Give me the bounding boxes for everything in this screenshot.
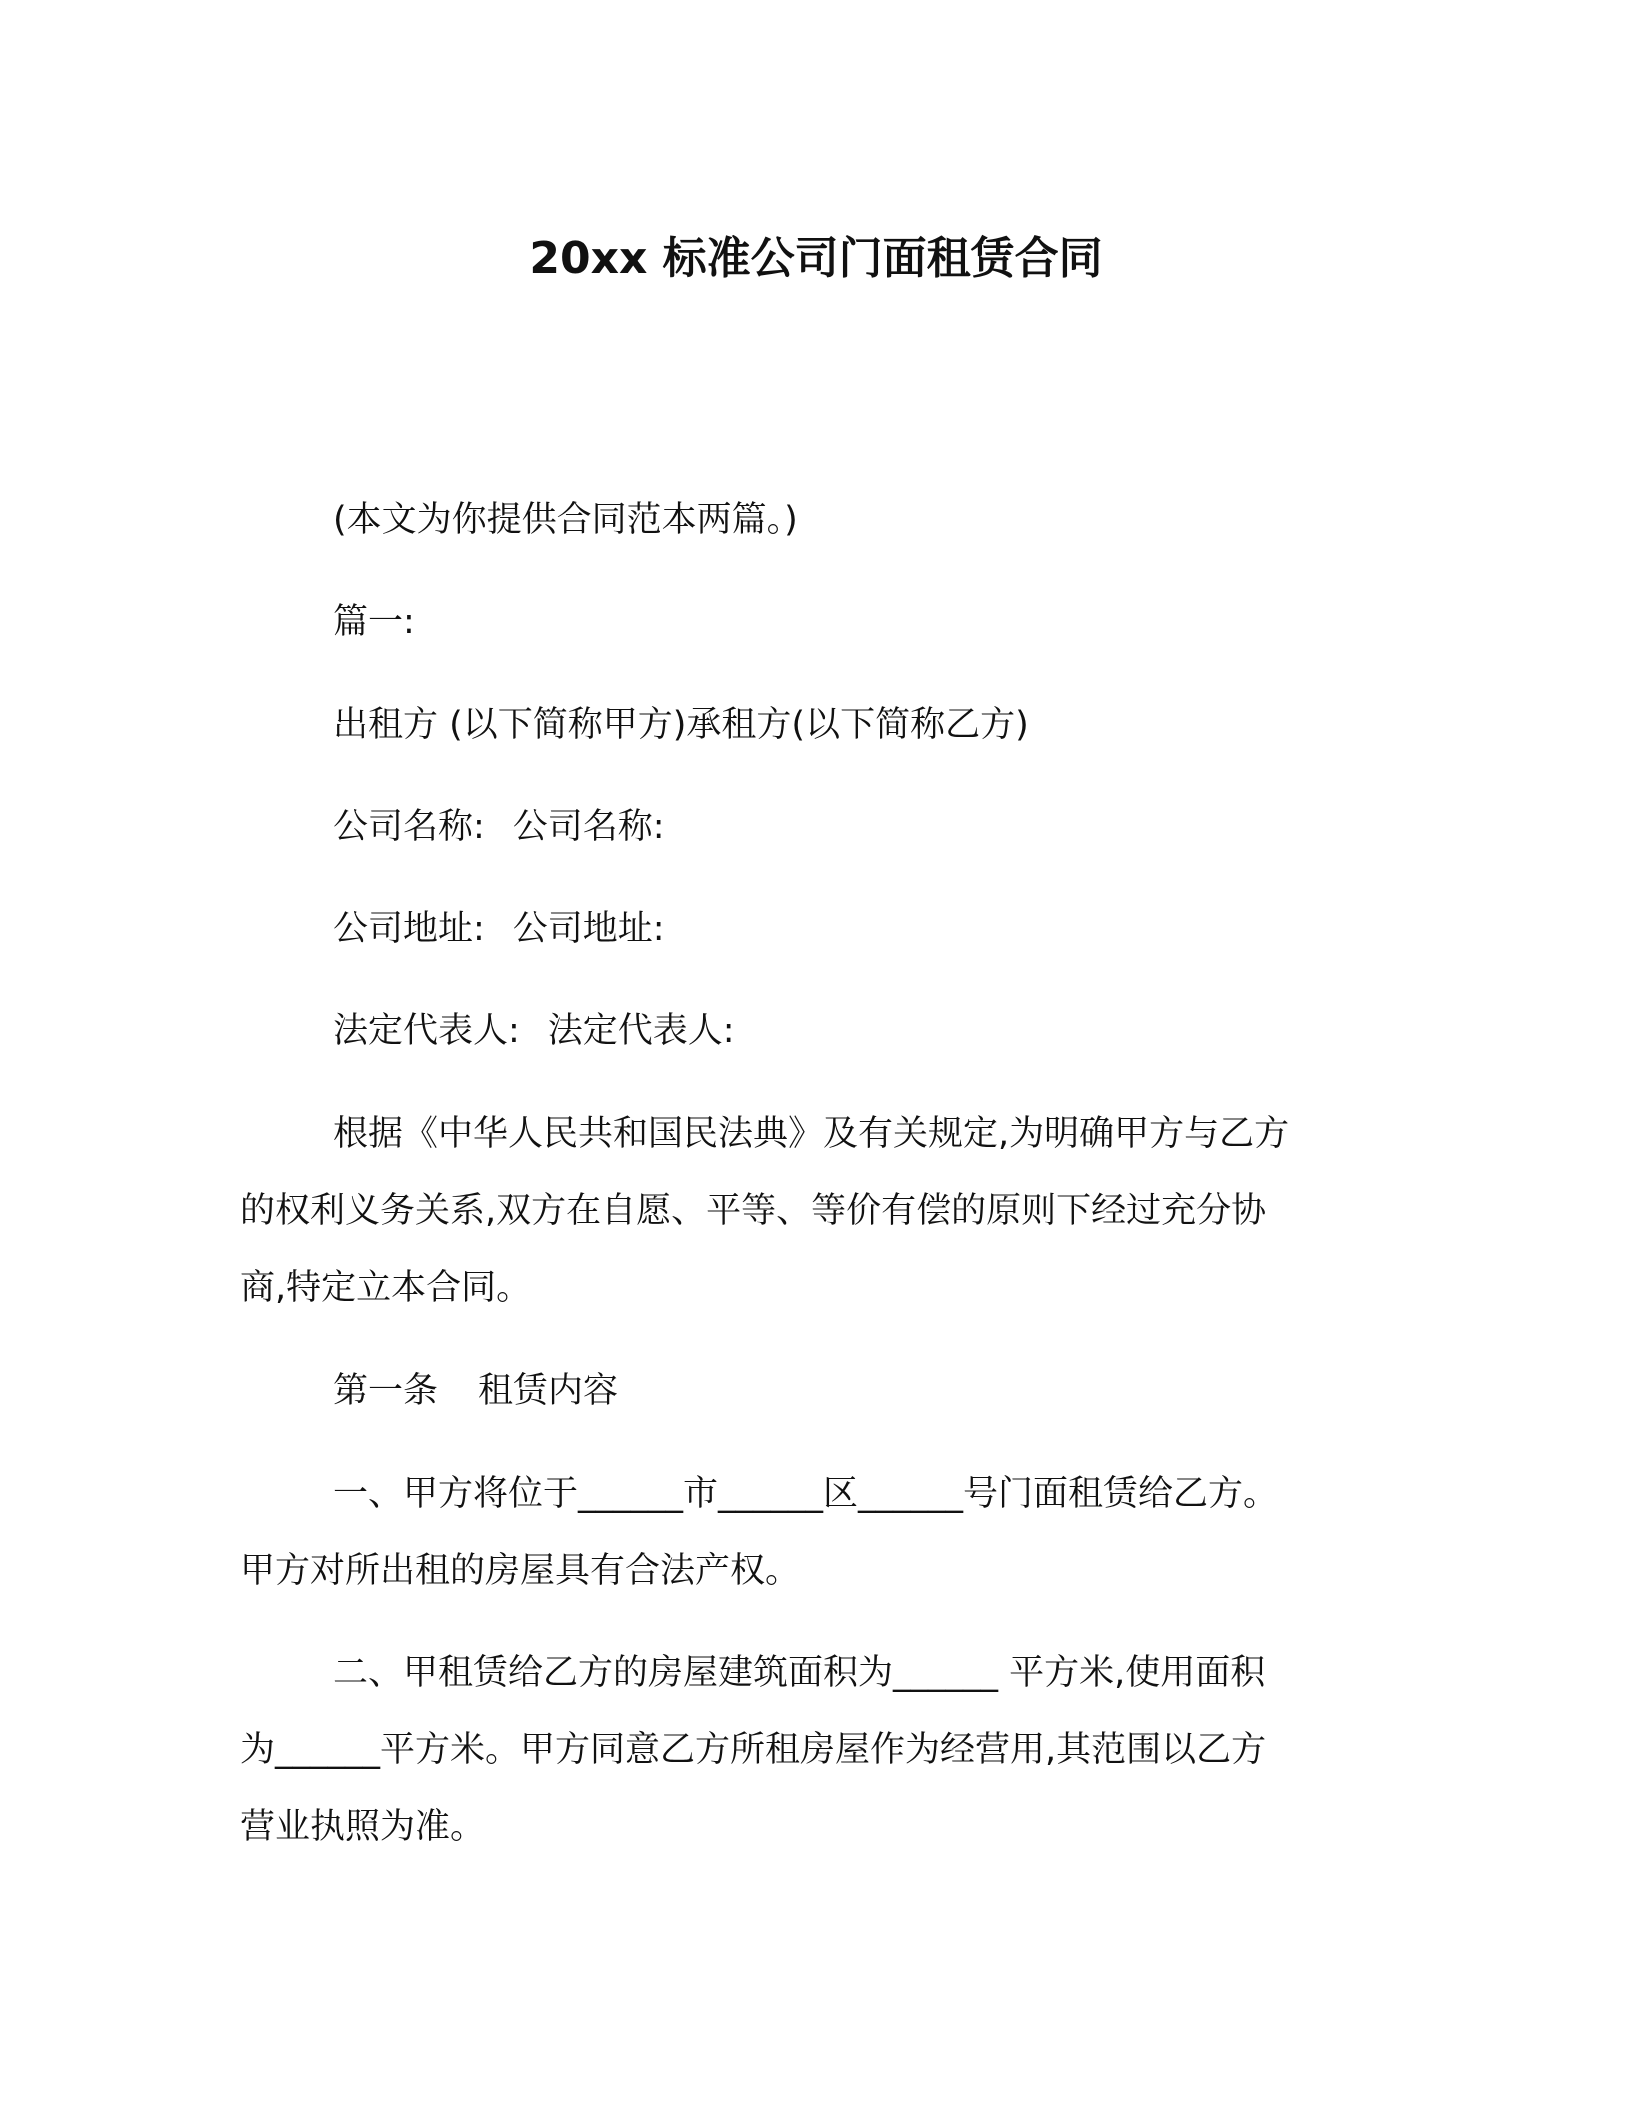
- preamble-line-3: 商,特定立本合同。: [240, 1268, 532, 1308]
- preamble-line-2: 的权利义务关系,双方在自愿、平等、等价有偿的原则下经过充分协: [240, 1191, 1267, 1231]
- company-address-label-b: 公司地址:: [512, 909, 665, 949]
- section-label: 篇一:: [333, 602, 415, 642]
- clause-2-line-2: 为______平方米。甲方同意乙方所租房屋作为经营用,其范围以乙方: [240, 1730, 1267, 1770]
- clause-2-line-1: 二、甲租赁给乙方的房屋建筑面积为______ 平方米,使用面积: [333, 1653, 1266, 1693]
- article-1-title: 租赁内容: [478, 1371, 619, 1411]
- clause-1-line-1: 一、甲方将位于______市______区______号门面租赁给乙方。: [333, 1474, 1279, 1514]
- intro-note: (本文为你提供合同范本两篇。): [333, 500, 798, 540]
- parties-line: 出租方 (以下简称甲方)承租方(以下简称乙方): [333, 705, 1029, 745]
- legal-rep-label-a: 法定代表人:: [333, 1011, 520, 1051]
- company-name-row: [333, 807, 665, 847]
- article-1-heading: [333, 1371, 618, 1411]
- legal-rep-label-b: 法定代表人:: [547, 1011, 735, 1051]
- legal-rep-row: [333, 1011, 735, 1051]
- preamble-line-1: 根据《中华人民共和国民法典》及有关规定,为明确甲方与乙方: [333, 1114, 1290, 1154]
- company-address-label-a: 公司地址:: [333, 909, 485, 949]
- clause-1-line-2: 甲方对所出租的房屋具有合法产权。: [240, 1551, 801, 1591]
- clause-2-line-3: 营业执照为准。: [240, 1807, 486, 1847]
- company-address-row: [333, 909, 665, 949]
- company-name-label-b: 公司名称:: [512, 807, 665, 847]
- article-1-label: 第一条: [333, 1371, 439, 1411]
- company-name-label-a: 公司名称:: [333, 807, 485, 847]
- document-title: 20xx 标准公司门面租赁合同: [529, 233, 1103, 284]
